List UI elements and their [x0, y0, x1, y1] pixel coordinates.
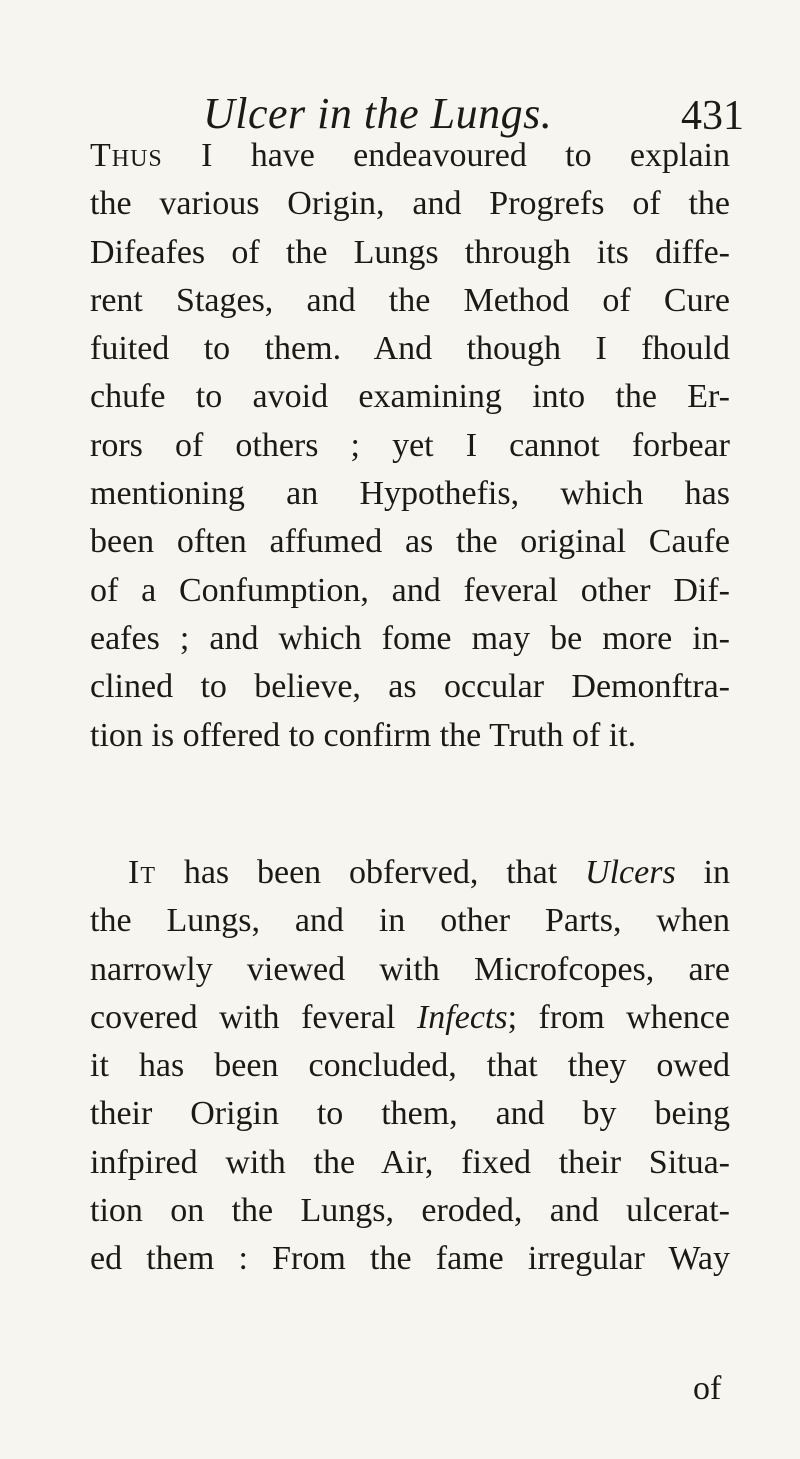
paragraph-lead-word: Thus — [90, 137, 163, 174]
text-line — [90, 994, 730, 1042]
italic-term: Infects — [416, 998, 508, 1036]
text-line: rent Stages, and the Method of Cure — [90, 281, 730, 319]
text-line: ed them : From the fame irregular Way — [90, 1240, 730, 1278]
line-text: covered with feveral — [90, 998, 417, 1036]
paragraph-1 — [90, 132, 730, 760]
text-line — [90, 132, 730, 180]
line-text: in — [675, 854, 730, 891]
text-line: tion is offered to confirm the Truth of it. — [90, 716, 637, 754]
text-line: infpired with the Air, fixed their Situa- — [90, 1143, 730, 1181]
text-line: eafes ; and which fome may be more in- — [90, 619, 730, 657]
line-text: ; from whence — [507, 998, 730, 1036]
text-line: fuited to them. And though I fhould — [90, 330, 730, 368]
text-line: clined to believe, as occular Demonftra- — [90, 668, 730, 706]
text-line: narrowly viewed with Microfcopes, are — [90, 950, 730, 988]
page-number: 431 — [681, 93, 744, 139]
text-line: it has been concluded, that they owed — [90, 1047, 730, 1085]
paragraph-2 — [90, 849, 730, 1284]
text-line: rors of others ; yet I cannot forbear — [90, 426, 730, 464]
text-line — [90, 849, 730, 897]
text-line: the various Origin, and Progrefs of the — [90, 185, 730, 223]
text-line: their Origin to them, and by being — [90, 1095, 730, 1133]
text-line: been often affumed as the original Caufe — [90, 523, 730, 561]
line-text: has been obferved, that — [155, 854, 586, 891]
text-line: Difeafes of the Lungs through its diffe- — [90, 233, 730, 271]
text-line: chufe to avoid examining into the Er- — [90, 378, 730, 416]
text-line: mentioning an Hypothefis, which has — [90, 475, 730, 513]
paragraph-lead-word: It — [128, 854, 156, 891]
text-line: the Lungs, and in other Parts, when — [90, 902, 730, 940]
catchword: of — [693, 1370, 722, 1407]
running-head: Ulcer in the Lungs. — [203, 89, 553, 138]
text-line: of a Confumption, and feveral other Dif- — [90, 571, 730, 609]
line-text: I have endeavoured to explain — [162, 137, 730, 174]
italic-term: Ulcers — [585, 854, 676, 891]
text-line: tion on the Lungs, eroded, and ulcerat- — [90, 1192, 730, 1230]
